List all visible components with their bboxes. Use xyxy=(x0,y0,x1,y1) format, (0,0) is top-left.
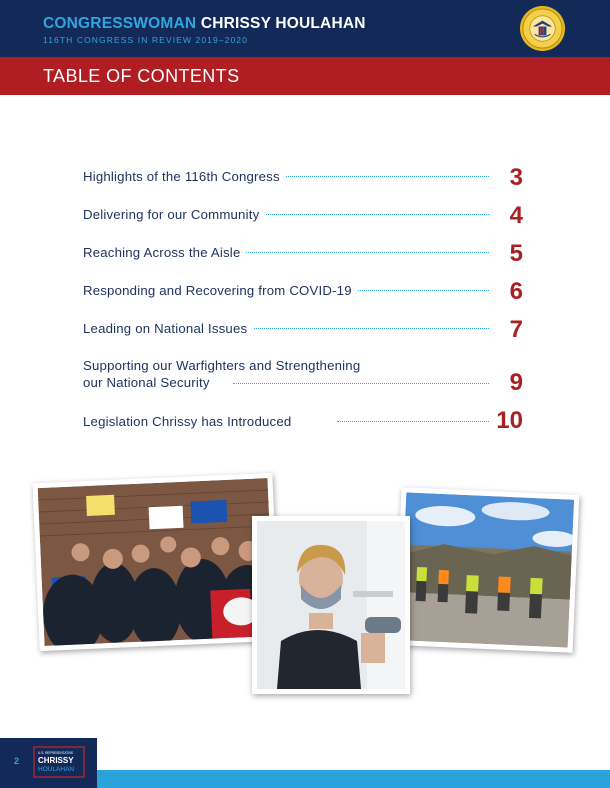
section-title: TABLE OF CONTENTS xyxy=(43,66,240,86)
toc-leader-dots xyxy=(337,421,489,422)
toc-entry-label: Highlights of the 116th Congress xyxy=(83,168,286,185)
toc-entry-label: Leading on National Issues xyxy=(83,320,253,337)
header-name: CHRISSY HOULAHAN xyxy=(200,15,366,32)
houlahan-logo-icon xyxy=(33,746,85,778)
toc-entry[interactable] xyxy=(83,318,523,344)
logo-line2: HOULAHAN xyxy=(38,766,75,773)
header-title xyxy=(43,15,366,33)
toc-entry-label-line1: Supporting our Warfighters and Strengthening xyxy=(83,357,366,374)
logo-top-text: U.S. REPRESENTATIVE xyxy=(38,751,74,755)
toc-leader-dots xyxy=(233,252,489,253)
toc-entry-page: 6 xyxy=(509,278,523,305)
toc-entry[interactable] xyxy=(83,166,523,192)
toc-entry-label: Reaching Across the Aisle xyxy=(83,244,246,261)
toc-entry-label-line2: our National Security xyxy=(83,374,216,391)
toc-entry-label: Legislation Chrissy has Introduced xyxy=(83,413,297,430)
page-header xyxy=(0,0,610,57)
vaccination-photo xyxy=(252,516,410,694)
toc-entry-page: 3 xyxy=(509,164,523,191)
toc-entry[interactable] xyxy=(83,204,523,230)
header-role: CONGRESSWOMAN xyxy=(43,15,197,32)
toc-leader-dots xyxy=(233,214,489,215)
rally-photo xyxy=(32,473,279,651)
toc-entry-page: 5 xyxy=(509,240,523,267)
toc-leader-dots xyxy=(233,383,489,384)
construction-site-photo xyxy=(395,487,580,653)
toc-leader-dots xyxy=(233,328,489,329)
toc-entry-page: 4 xyxy=(509,202,523,229)
congressional-seal-icon xyxy=(519,5,566,52)
section-bar xyxy=(0,57,610,95)
toc-entry[interactable] xyxy=(83,280,523,306)
toc-entry[interactable] xyxy=(83,242,523,268)
logo-line1: CHRISSY xyxy=(38,756,74,765)
footer-box xyxy=(0,738,97,788)
toc-entry-label: Delivering for our Community xyxy=(83,206,265,223)
header-subtitle: 116TH CONGRESS IN REVIEW 2019–2020 xyxy=(43,35,248,45)
page-number: 2 xyxy=(14,756,20,766)
toc-entry-page: 10 xyxy=(496,407,523,434)
toc-entry-page: 7 xyxy=(509,316,523,343)
toc-entry-page: 9 xyxy=(509,369,523,396)
toc-entry[interactable] xyxy=(83,357,523,397)
toc-entry-label: Responding and Recovering from COVID-19 xyxy=(83,282,358,299)
toc-entry[interactable] xyxy=(83,409,523,435)
